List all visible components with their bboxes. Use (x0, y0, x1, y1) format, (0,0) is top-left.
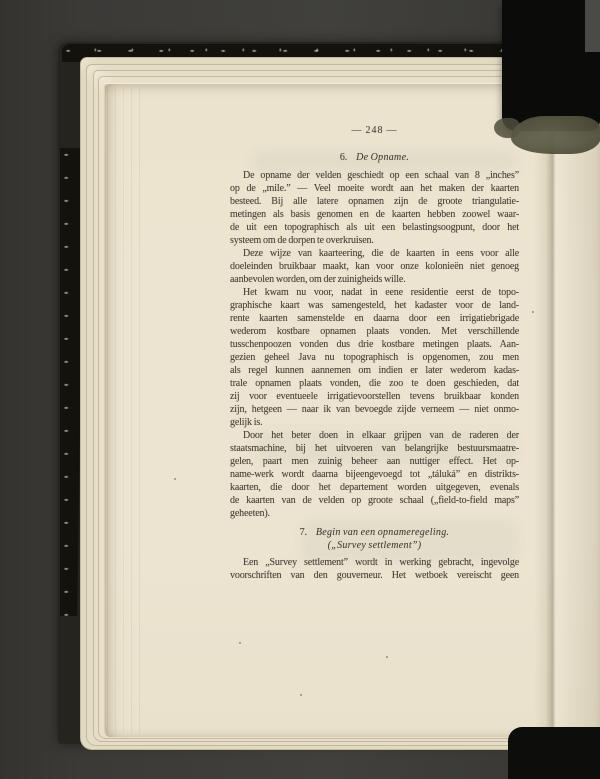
section-6-heading (230, 151, 519, 164)
dust-speck (386, 656, 388, 658)
text-line: de uit een topographisch als uit een belastingsoogpunt, door het (230, 222, 519, 233)
text-line: doeleinden bruikbaar maakt, kan voor onze kolonieën niet genoeg (230, 261, 519, 272)
section-7-title: Begin van een opnameregeling. (315, 527, 450, 538)
text-line: zij voor eventueele irrigatievoorstellen tevens bruikbaar konden (230, 391, 519, 402)
paragraph-4 (230, 429, 519, 520)
text-line: voorschriften van den gouverneur. Het wetboek vereischt geen (230, 570, 519, 581)
section-7-heading (230, 526, 519, 539)
text-line: gezien geheel Java nu topographisch is opgenomen, zou men (230, 352, 519, 363)
section-6-number: 6. (339, 152, 348, 163)
text-line: kaarten, die door het departement worden uitgegeven, evenals (230, 482, 519, 493)
section-6-title: De Opname. (356, 152, 410, 163)
text-line: staatsmachine, bij het uitvoeren van belangrijke bestuursmaatre- (230, 443, 519, 454)
text-line: tusschenpoozen vonden dus drie kostbare metingen plaats. Aan- (230, 339, 519, 350)
text-line: gelen, paart men zuinig beheer aan nuttiger effect. Het op- (230, 456, 519, 467)
text-line: geheeten). (230, 508, 270, 519)
text-line: de kaarten van de velden op groote schaal („field-to-field maps” (230, 495, 519, 506)
gutter-shadow (534, 84, 600, 737)
text-line: graphische kaart was samengesteld, het kadaster voor de land- (230, 300, 519, 311)
text-line: trale opnamen plaats vonden, die zoo te doen geschieden, dat (230, 378, 519, 389)
page-text (230, 124, 519, 582)
section-7-subtitle: („Survey settlement”) (327, 540, 422, 551)
text-line: wederom kostbare opnamen plaats vonden. Met verschillende (230, 326, 519, 337)
page-number: — 248 — (351, 125, 398, 136)
text-line: Het kwam nu voor, nadat in eene residentie eerst de topo- (243, 287, 519, 298)
text-line: Een „Survey settlement” wordt in werking gebracht, ingevolge (243, 557, 519, 568)
book-page (104, 83, 600, 737)
text-line: rente kaarten samenstelde en daarna door een irrigatiebrigade (230, 313, 519, 324)
dust-speck (532, 311, 534, 313)
text-line: besteed. Bij alle latere opnamen zijn de groote triangulatie- (230, 196, 519, 207)
text-line: Door het beter doen in elkaar grijpen van de raderen der (243, 430, 519, 441)
text-line: De opname der velden geschiedt op een schaal van 8 „inches” (243, 170, 519, 181)
spine-gap-bottom (508, 727, 600, 779)
text-line: Deze wijze van kaarteering, die de kaarten in eens voor alle (243, 248, 519, 259)
dust-speck (239, 642, 241, 644)
text-line: name-werk wordt daarna bijeengevoegd tot „táluká” en distrikts- (230, 469, 519, 480)
paragraph-5 (230, 556, 519, 582)
spine-lining (511, 116, 600, 154)
paragraph-2 (230, 247, 519, 286)
page-edge-ridges (107, 88, 143, 733)
text-line: op de „mile.” — Veel moeite wordt aan het maken der kaarten (230, 183, 519, 194)
text-line: als regel kunnen aannemen om indien er later wederom kadas- (230, 365, 519, 376)
text-line: systeem om de dorpen te overkruisen. (230, 235, 374, 246)
section-7-number: 7. (299, 527, 307, 538)
text-line: gelijk is. (230, 417, 263, 428)
text-line: aanbevolen worden, om der zuinigheids wille. (230, 274, 406, 285)
text-line: metingen als basis genomen en de kaarten hebben zoowel waar- (230, 209, 519, 220)
dust-speck (300, 694, 302, 696)
paragraph-1 (230, 169, 519, 247)
cover-board-corner (585, 0, 600, 52)
text-line: zijn, hetgeen — naar ik van bevoegde zijde verneem — niet onmo- (230, 404, 519, 415)
dust-speck (174, 478, 176, 480)
paragraph-3 (230, 286, 519, 429)
